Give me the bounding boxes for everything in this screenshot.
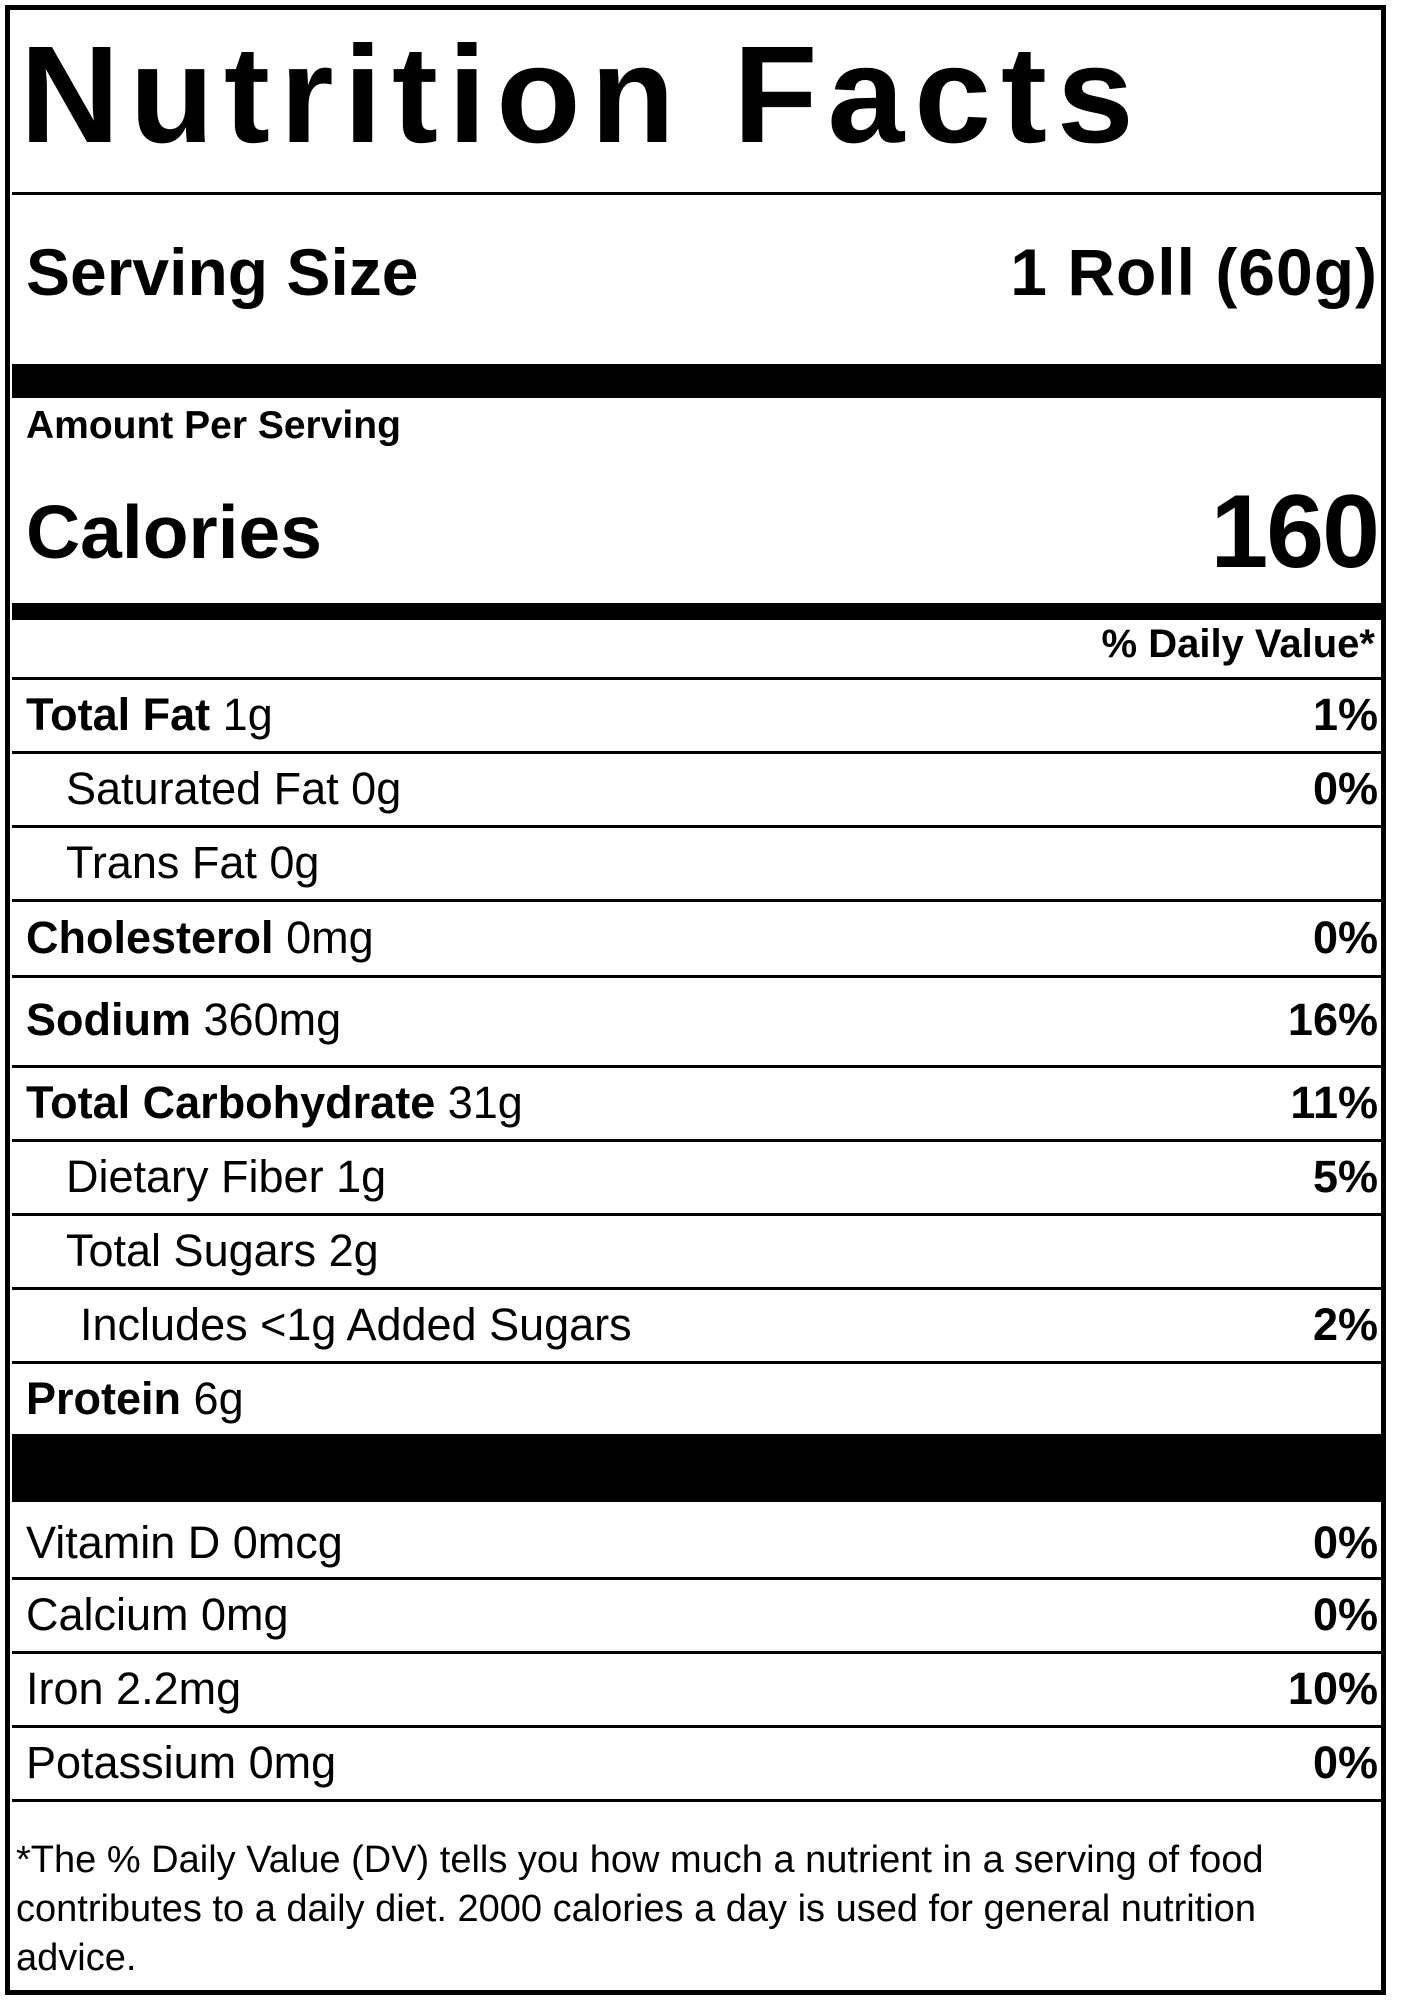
nutrient-daily-value: 1% — [1312, 689, 1378, 740]
nutrient-label — [26, 1077, 523, 1129]
nutrient-name: Includes <1g Added Sugars — [80, 1299, 632, 1350]
nutrient-row-total-carbohydrate — [26, 1068, 1378, 1138]
nutrient-name: Cholesterol — [26, 912, 274, 963]
vitamin-daily-value: 10% — [1287, 1663, 1378, 1714]
nutrient-name: Total Carbohydrate — [26, 1077, 436, 1128]
vitamin-name: Calcium 0mg — [26, 1589, 289, 1640]
nutrient-divider — [12, 975, 1386, 978]
thick-divider-vitamins — [12, 1434, 1386, 1502]
label-title: Nutrition Facts — [20, 18, 1144, 172]
nutrient-amount: 6g — [193, 1373, 244, 1424]
nutrient-row-dietary-fiber — [26, 1142, 1378, 1212]
nutrient-amount: 1g — [222, 689, 273, 740]
nutrient-row-saturated-fat — [26, 754, 1378, 824]
nutrient-name: Total Fat — [26, 689, 211, 740]
nutrient-label — [26, 1373, 244, 1425]
nutrient-daily-value: 0% — [1312, 763, 1378, 814]
vitamin-daily-value: 0% — [1312, 1737, 1378, 1788]
thick-divider-calories — [12, 603, 1386, 620]
calories-value: 160 — [1210, 473, 1378, 590]
nutrient-name: Dietary Fiber 1g — [66, 1151, 387, 1202]
serving-size-value: 1 Roll (60g) — [1010, 235, 1378, 309]
nutrient-amount: 360mg — [203, 994, 342, 1045]
nutrient-amount: 0mg — [286, 912, 374, 963]
daily-value-header: % Daily Value* — [1101, 622, 1375, 666]
serving-size-row — [26, 230, 1378, 314]
vitamin-row-iron — [26, 1654, 1378, 1724]
nutrient-daily-value: 16% — [1287, 994, 1378, 1045]
nutrient-daily-value: 5% — [1312, 1151, 1378, 1202]
calories-label: Calories — [26, 490, 322, 574]
nutrient-row-total-sugars — [26, 1216, 1378, 1286]
nutrient-label — [26, 689, 273, 741]
vitamin-row-calcium — [26, 1580, 1378, 1650]
nutrient-daily-value: 11% — [1290, 1077, 1378, 1128]
serving-size-label: Serving Size — [26, 235, 419, 309]
nutrient-amount: 31g — [447, 1077, 523, 1128]
nutrient-divider — [12, 899, 1386, 902]
nutrient-name: Trans Fat 0g — [66, 837, 320, 888]
nutrient-row-trans-fat — [26, 828, 1378, 898]
nutrient-name: Sodium — [26, 994, 191, 1045]
title-divider — [12, 192, 1386, 195]
calories-row — [26, 473, 1378, 590]
nutrient-row-protein — [26, 1364, 1378, 1434]
nutrient-name: Saturated Fat 0g — [66, 763, 402, 814]
nutrient-row-added-sugars — [26, 1290, 1378, 1360]
nutrient-daily-value: 0% — [1312, 912, 1378, 963]
nutrient-row-sodium — [26, 985, 1378, 1055]
nutrient-label — [26, 912, 374, 964]
vitamin-row-potassium — [26, 1728, 1378, 1798]
vitamin-name: Iron 2.2mg — [26, 1663, 242, 1714]
nutrient-row-cholesterol — [26, 903, 1378, 973]
vitamin-name: Potassium 0mg — [26, 1737, 337, 1788]
vitamin-daily-value: 0% — [1312, 1589, 1378, 1640]
nutrient-name: Protein — [26, 1373, 182, 1424]
nutrient-name: Total Sugars 2g — [66, 1225, 379, 1276]
vitamin-name: Vitamin D 0mcg — [26, 1517, 343, 1568]
vitamin-row-vitamin-d — [26, 1508, 1378, 1578]
nutrient-daily-value: 2% — [1312, 1299, 1378, 1350]
amount-per-serving: Amount Per Serving — [26, 404, 401, 447]
nutrient-label — [26, 994, 341, 1046]
thick-divider-top — [12, 364, 1386, 398]
daily-value-footnote: *The % Daily Value (DV) tells you how much a nutrient in a serving of food contributes to a daily diet. 2000 calories a day is used for general nutrition advice. — [16, 1839, 1264, 1979]
footnote-divider — [12, 1799, 1386, 1802]
vitamin-daily-value: 0% — [1312, 1517, 1378, 1568]
nutrient-row-total-fat — [26, 680, 1378, 750]
